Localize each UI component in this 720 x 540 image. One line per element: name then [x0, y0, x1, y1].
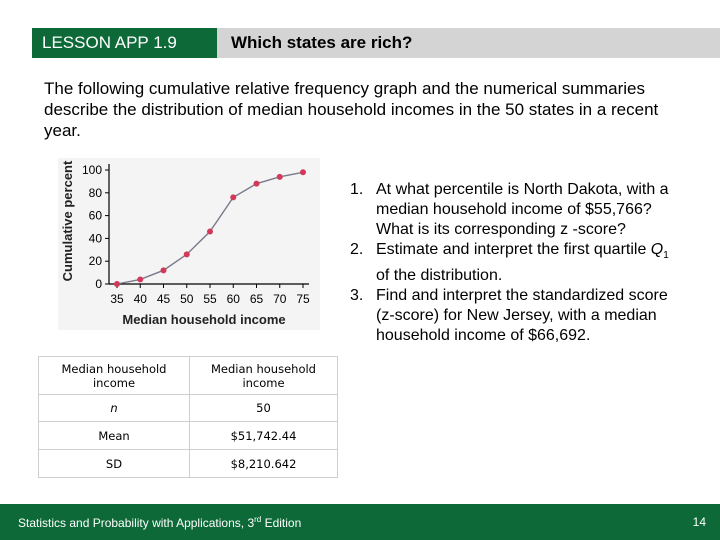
- question-list: [350, 180, 680, 346]
- question-number: 1.: [350, 181, 364, 198]
- data-point: [184, 251, 190, 257]
- x-tick-label: 50: [180, 292, 194, 306]
- x-tick-label: 55: [203, 292, 217, 306]
- x-tick-label: 35: [110, 292, 124, 306]
- data-point: [254, 181, 260, 187]
- row-value-n: 50: [190, 395, 338, 422]
- x-tick-label: 70: [273, 292, 287, 306]
- data-point: [161, 267, 167, 273]
- row-label-n: n: [39, 395, 190, 422]
- table-header-2: Median household income: [190, 357, 338, 395]
- question-number: 3.: [350, 287, 364, 305]
- intro-paragraph: The following cumulative relative frequency graph and the numerical summaries describe the distribution of median household incomes in the 50 states in a recent year.: [44, 79, 659, 140]
- question-number: 2.: [350, 241, 364, 258]
- x-axis-label: Median household income: [122, 312, 286, 327]
- data-point: [114, 281, 120, 287]
- data-point: [300, 169, 306, 175]
- y-axis-label: Cumulative percent: [60, 160, 75, 282]
- y-tick-label: 60: [88, 208, 102, 223]
- lesson-title: Which states are rich?: [217, 28, 720, 58]
- data-point: [230, 194, 236, 200]
- lesson-label: LESSON APP 1.9: [32, 28, 217, 58]
- data-point: [277, 174, 283, 180]
- header: [0, 0, 720, 58]
- y-tick-label: 80: [88, 185, 102, 200]
- footer-book-title: Statistics and Probability with Applications, 3rd Edition: [18, 515, 302, 530]
- question-1: [350, 180, 680, 240]
- page-number: 14: [692, 515, 706, 529]
- table-header-row: [39, 357, 338, 395]
- x-tick-label: 45: [156, 292, 171, 306]
- cumulative-chart: [58, 158, 320, 330]
- row-label-sd: SD: [39, 450, 190, 478]
- table-row: [39, 422, 338, 450]
- y-tick-label: 100: [81, 163, 102, 177]
- question-3: [350, 286, 680, 346]
- x-tick-label: 65: [249, 292, 264, 306]
- table-header-1: Median household income: [39, 357, 190, 395]
- table-row: [39, 395, 338, 422]
- data-point: [207, 229, 213, 235]
- question-text: Find and interpret the standardized score (z-score) for New Jersey, with a median household income of $66,692.: [376, 287, 668, 345]
- row-label-mean: Mean: [39, 422, 190, 450]
- x-tick-label: 40: [133, 292, 147, 306]
- question-2: [350, 240, 680, 286]
- data-point: [137, 276, 143, 282]
- row-value-mean: $51,742.44: [190, 422, 338, 450]
- chart-panel: [58, 158, 320, 330]
- x-tick-label: 75: [296, 292, 310, 306]
- y-tick-label: 20: [88, 254, 102, 269]
- table-row: [39, 450, 338, 478]
- y-tick-label: 40: [88, 231, 102, 246]
- x-tick-label: 60: [226, 292, 240, 306]
- row-value-sd: $8,210.642: [190, 450, 338, 478]
- y-tick-label: 0: [95, 277, 102, 291]
- question-text: Estimate and interpret the first quartile $Q_1$ of the distribution.: [376, 241, 669, 285]
- series-line: [117, 172, 303, 284]
- stats-table: [38, 356, 338, 478]
- question-text: At what percentile is North Dakota, with a median household income of $55,766? What is its corresponding z -score?: [376, 181, 669, 238]
